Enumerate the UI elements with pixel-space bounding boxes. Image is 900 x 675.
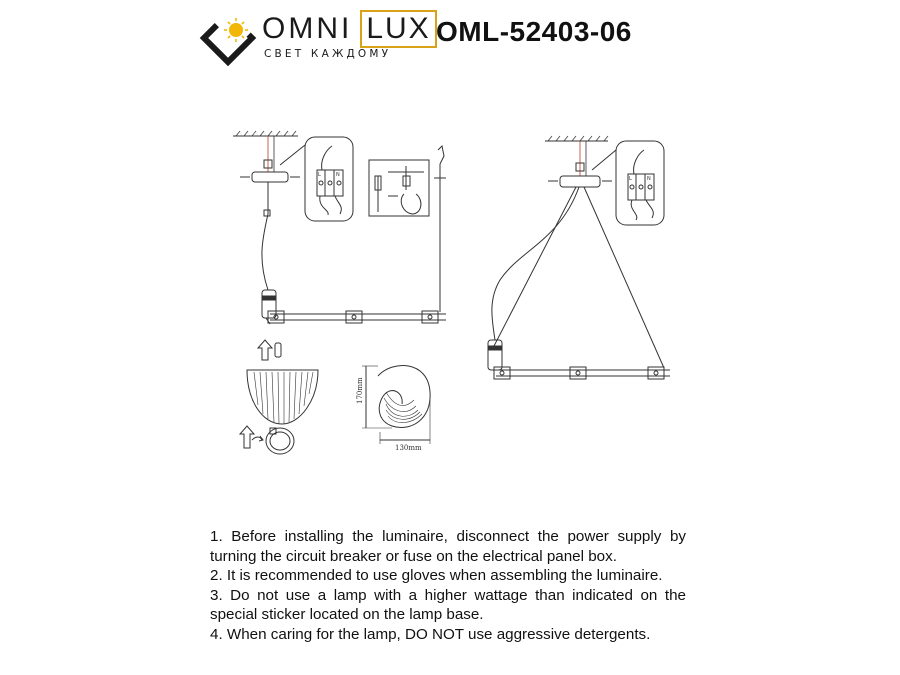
ring-clip — [266, 428, 294, 454]
instruction-item: 2. It is recommended to use gloves when assembling the luminaire. — [210, 567, 663, 584]
terminal-block-icon — [280, 137, 353, 221]
wire-label-l: L — [318, 172, 321, 178]
arrow-up-icon — [258, 340, 272, 360]
ceiling-mount-icon — [233, 131, 300, 290]
brand-tagline: СВЕТ КАЖДОМУ — [264, 48, 392, 60]
instruction-item: 4. When caring for the lamp, DO NOT use aggressive detergents. — [210, 625, 651, 643]
dimension-height-label: 170mm — [356, 377, 364, 404]
terminal-block-icon — [592, 141, 664, 225]
safety-instructions — [210, 527, 686, 644]
brand-name-right: LUX — [360, 10, 436, 48]
bulb-icon — [275, 343, 281, 357]
shade-cross-section — [247, 370, 318, 424]
wire-label-n: N — [336, 172, 340, 178]
instruction-item: 1. Before installing the luminaire, disconnect the power supply by turning the circuit breaker or fuse on the electrical panel box. — [210, 528, 686, 565]
wire-label-l: L — [629, 176, 632, 182]
dimension-width-label: 130mm — [395, 444, 422, 452]
wire-label-n: N — [647, 176, 651, 182]
screwdriver-icon — [369, 160, 429, 216]
instruction-item: 3. Do not use a lamp with a higher wattage than indicated on the special sticker located on the lamp base. — [210, 586, 686, 623]
brand-name-left: OMNI — [262, 12, 353, 45]
shade-side-profile — [362, 365, 430, 444]
rotate-arrow-icon — [240, 426, 263, 448]
model-number: OML-52403-06 — [436, 16, 632, 47]
